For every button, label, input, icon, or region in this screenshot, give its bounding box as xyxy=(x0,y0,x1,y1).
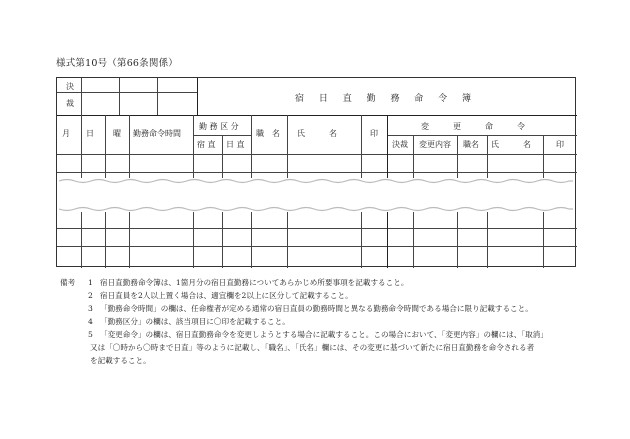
remarks-heading: 備考 xyxy=(60,278,76,287)
note-continuation-1: 又は「〇時から〇時まで日直」等のように記載し、「職名」、「氏名」欄には、その変更に基づいて新たに宿日直勤務を命令される者 xyxy=(90,343,535,352)
approval-label-2: 裁 xyxy=(66,99,74,108)
table-title: 宿 日 直 勤 務 命 令 簿 xyxy=(295,94,478,104)
approval-box-right-line xyxy=(197,78,198,115)
approval-col-line-2 xyxy=(119,78,120,115)
note-number: 2 xyxy=(88,291,93,300)
header-shukuchoku: 宿 直 xyxy=(197,140,216,149)
note-number: 3 xyxy=(88,304,93,313)
header-day: 日 xyxy=(86,129,94,138)
break-wave-bottom xyxy=(59,202,573,212)
approval-col-line-3 xyxy=(157,78,158,115)
note-text: 宿日直勤務命令簿は、1箇月分の宿日直勤務についてあらかじめ所要事項を記載すること。 xyxy=(100,278,409,287)
row-line-2 xyxy=(57,228,577,229)
header-name: 氏 名 xyxy=(297,129,337,138)
duty-order-table xyxy=(56,77,576,267)
header-nicchoku: 日 直 xyxy=(226,140,245,149)
header-month: 月 xyxy=(62,129,70,138)
omitted-rows-break xyxy=(59,178,573,212)
note-text: 宿日直員を2人以上置く場合は、適宜欄を2以上に区分して記載すること。 xyxy=(100,291,353,300)
row-line-1 xyxy=(57,172,577,173)
header-change-content: 変更内容 xyxy=(419,140,451,149)
note-continuation-2: を記載すること。 xyxy=(90,356,151,365)
header-change-position: 職名 xyxy=(463,140,479,149)
header-bottom-line xyxy=(57,154,577,155)
note-text: 「勤務区分」の欄は、該当項目に〇印を記載すること。 xyxy=(100,317,290,326)
header-duty-category: 勤 務 区 分 xyxy=(199,122,239,131)
title-bottom-line xyxy=(57,115,577,116)
header-weekday: 曜 xyxy=(113,129,121,138)
approval-col-line-1 xyxy=(81,78,82,115)
header-change-approval: 決裁 xyxy=(392,140,408,149)
note-text: 「勤務命令時間」の欄は、任命権者が定める通常の宿日直員の勤務時間と異なる勤務命令時間である場合に限り記載すること。 xyxy=(100,304,533,313)
break-wave-top xyxy=(59,178,573,188)
change-order-sub-line xyxy=(387,135,577,136)
header-change-order: 変 更 命 令 xyxy=(421,122,525,131)
header-change-name: 氏 名 xyxy=(491,140,531,149)
approval-row-line xyxy=(57,92,197,93)
row-line-3 xyxy=(57,246,577,247)
header-position: 職 名 xyxy=(256,129,280,138)
note-number: 4 xyxy=(88,317,93,326)
approval-label-1: 決 xyxy=(66,82,74,91)
note-number: 5 xyxy=(88,330,93,339)
header-change-seal: 印 xyxy=(556,140,564,149)
note-text: 「変更命令」の欄は、宿日直勤務命令を変更しようとする場合に記載すること。この場合において、「変更内容」の欄には、「取消」 xyxy=(100,330,548,339)
note-number: 1 xyxy=(88,278,93,287)
header-duty-hours: 勤務命令時間 xyxy=(133,129,181,138)
form-number-label: 様式第10号（第66条関係） xyxy=(56,58,178,69)
header-seal: 印 xyxy=(370,129,378,138)
